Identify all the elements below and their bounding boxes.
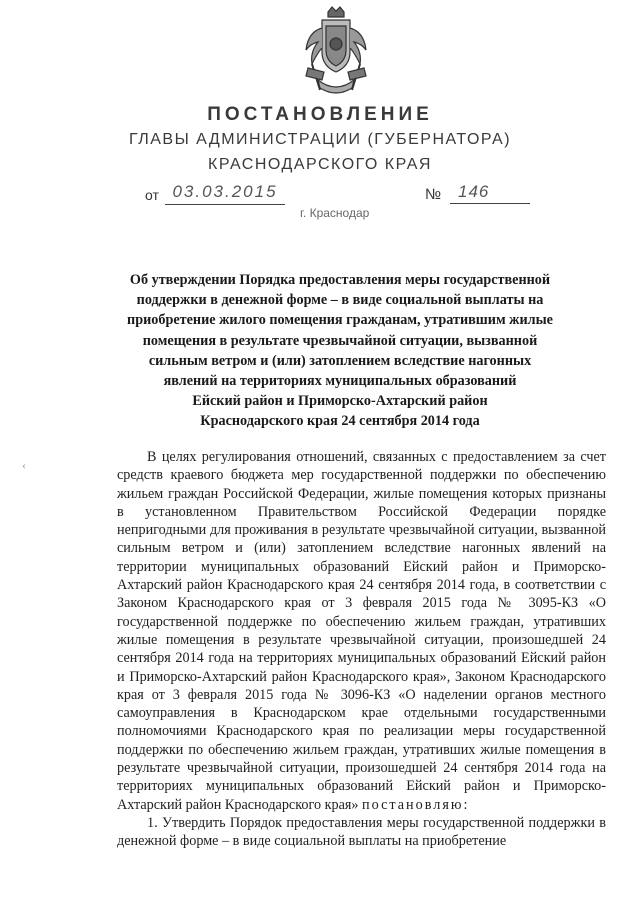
preamble-text: В целях регулирования отношений, связанных с предоставлением за счет средств краевого бюджета мер государственной поддержки по обеспечению жильем граждан Российской Федерации, жилые помещения которых признаны в установленном Правительством Российской Федерации порядке непригодными для проживания в результате чрезвычайной ситуации, вызванной сильным ветром и (или) затоплением вследствие нагонных явлений на территории муниципальных образований Ейский район и Приморско-Ахтарский район Краснодарского края 24 сентября 2014 года, в соответствии с Законом Краснодарского края от 3 февраля 2015 года № 3095-КЗ «О государственной поддержке по обеспечению жильем граждан, утративших жилые помещения в результате чрезвычайной ситуации, произошедшей 24 сентября 2014 года на территориях муниципальных образований Ейский район и Приморско-Ахтарский район Краснодарского края», Законом Краснодарского края от 3 февраля 2015 года № 3096-КЗ «О наделении органов местного самоуправления в Краснодарском крае отдельными государственными полномочиями Краснодарского края по реализации меры государственной поддержки по обеспечению жильем граждан, утративших жилые помещения в результате чрезвычайной ситуации, произошедшей 24 сентября 2014 года на территориях муниципальных образований Ейский район и Приморско-Ахтарский район Краснодарского края» (117, 449, 606, 813)
number-value: 146 (450, 182, 530, 204)
issuer-line-2: КРАСНОДАРСКОГО КРАЯ (208, 156, 432, 173)
date-prefix: от (145, 187, 159, 203)
title-line: Краснодарского края 24 сентября 2014 года (200, 413, 480, 430)
number-prefix: № (425, 186, 442, 203)
title-line: Ейский район и Приморско-Ахтарский район (192, 393, 488, 410)
title-line: Об утверждении Порядка предоставления меры государственной (129, 272, 551, 288)
preamble-paragraph (117, 448, 606, 814)
document-body (117, 448, 606, 851)
issuer-line-1: ГЛАВЫ АДМИНИСТРАЦИИ (ГУБЕРНАТОРА) (128, 131, 512, 148)
coat-of-arms-icon (300, 6, 372, 96)
city-label: г. Краснодар (300, 206, 370, 220)
title-line: поддержки в денежной форме – в виде социальной выплаты на (136, 292, 544, 309)
resolve-word: постановляю: (362, 796, 470, 813)
title-line: приобретение жилого помещения гражданам, утратившим жилые (127, 312, 553, 329)
document-type-title: ПОСТАНОВЛЕНИЕ (207, 104, 433, 125)
margin-mark: ‹ (22, 458, 26, 472)
date-value: 03.03.2015 (165, 182, 285, 205)
clause-1-paragraph: 1. Утвердить Порядок предоставления меры государственной поддержки в денежной форме – в виде социальной выплаты на приобретение (117, 814, 606, 850)
title-line: сильным ветром и (или) затоплением вследствие нагонных (148, 352, 532, 369)
resolution-title (100, 270, 580, 432)
title-line: явлений на территориях муниципальных образований (163, 373, 517, 390)
title-line: помещения в результате чрезвычайной ситуации, вызванной (142, 332, 538, 349)
